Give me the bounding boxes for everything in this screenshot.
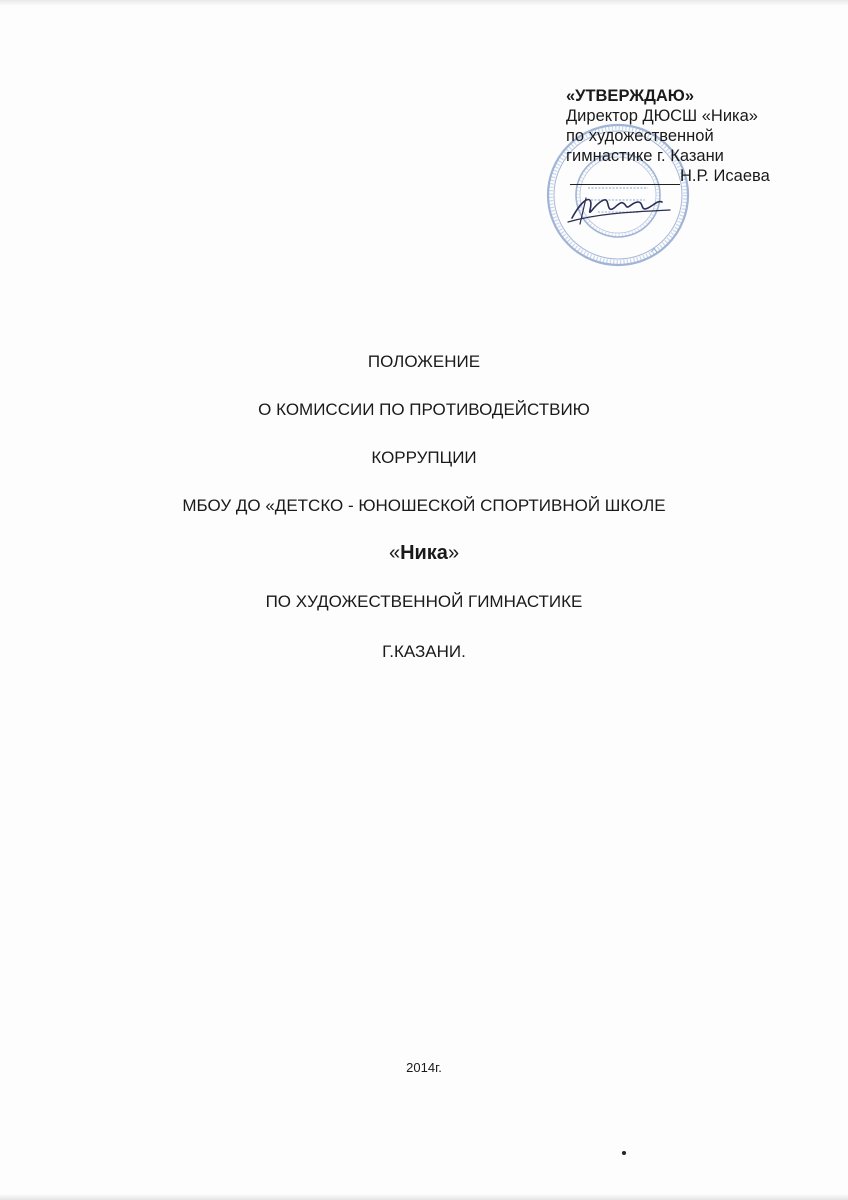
signature-line xyxy=(566,166,836,188)
title-line-1: ПОЛОЖЕНИЕ xyxy=(367,352,481,371)
quote-open: « xyxy=(388,542,401,564)
signatory-name: Н.Р. Исаева xyxy=(680,167,770,185)
title-line-3: КОРРУПЦИИ xyxy=(371,448,477,467)
scan-speck xyxy=(622,1151,626,1155)
title-line-7: Г.КАЗАНИ. xyxy=(382,642,466,661)
title-line-4: МБОУ ДО «ДЕТСКО - ЮНОШЕСКОЙ СПОРТИВНОЙ ШКОЛЕ xyxy=(182,496,666,515)
scan-edge-bottom xyxy=(0,1194,848,1200)
approval-heading: «УТВЕРЖДАЮ» xyxy=(566,87,695,105)
signature-icon xyxy=(566,188,686,228)
title-line-5 xyxy=(0,542,848,565)
school-name: Ника xyxy=(400,542,448,564)
approval-block xyxy=(566,86,836,188)
title-line-6: ПО ХУДОЖЕСТВЕННОЙ ГИМНАСТИКЕ xyxy=(265,592,583,611)
document-year: 2014г. xyxy=(406,1060,442,1075)
approval-position: Директор ДЮСШ «Ника» xyxy=(566,107,758,125)
approval-position-cont: по художественной xyxy=(566,127,714,145)
approval-position-city: гимнастике г. Казани xyxy=(566,147,724,165)
scan-edge-top xyxy=(0,0,848,6)
quote-close: » xyxy=(447,542,460,564)
signature-underline xyxy=(570,184,680,185)
title-line-2: О КОМИССИИ ПО ПРОТИВОДЕЙСТВИЮ xyxy=(258,400,590,419)
